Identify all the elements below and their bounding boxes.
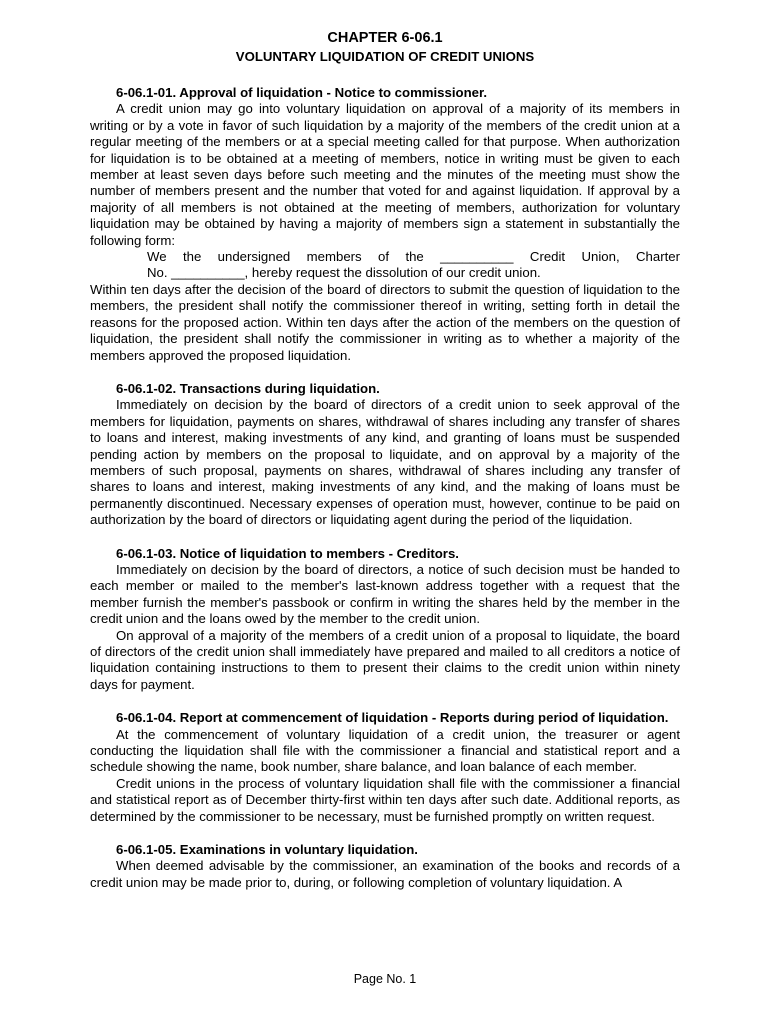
chapter-number: CHAPTER 6-06.1 [327,30,443,46]
section-heading: 6-06.1-05. Examinations in voluntary liquidation. [116,842,418,858]
paragraph: Immediately on decision by the board of directors of a credit union to seek approval of the members for liquidation, payments on shares, withdrawal of shares including any transfer of shares to loans and interest, making investments of any kind, and granting of loans must be suspended pending action by members on the proposal to liquidate, and on approval by a majority of the members of such proposal, payments on shares, withdrawal of shares including any transfer of shares to loans and interest, making investments of any kind, and the making of loans must be permanently discontinued. Necessary expenses of operation must, however, continue to be paid on authorization by the board of directors or liquidating agent during the period of the liquidation. [90,397,680,528]
paragraph: Within ten days after the decision of the board of directors to submit the question of liquidation to the members, the president shall notify the commissioner thereof in writing, setting forth in detail the reasons for the proposed action. Within ten days after the action of the members on the question of liquidation, the president shall notify the commissioner in writing as to whether a majority of the members approved the proposed liquidation. [90,281,680,363]
document-page [90,30,680,891]
section-heading: 6-06.1-01. Approval of liquidation - Notice to commissioner. [116,85,488,100]
section-6-06-1-05 [90,842,680,891]
paragraph: When deemed advisable by the commissioner, an examination of the books and records of a credit union may be made prior to, during, or following completion of voluntary liquidation. A [90,858,680,890]
section-6-06-1-03 [90,546,680,694]
paragraph: Credit unions in the process of voluntary liquidation shall file with the commissioner a financial and statistical report as of December thirty-first within ten days after such date. Additional reports, as determined by the commissioner to be necessary, must be furnished promptly on written request. [90,775,680,824]
chapter-title: VOLUNTARY LIQUIDATION OF CREDIT UNIONS [235,49,535,64]
section-heading: 6-06.1-02. Transactions during liquidation. [116,380,380,396]
paragraph: Immediately on decision by the board of directors, a notice of such decision must be handed to each member or mailed to the member's last-known address together with a request that the member furnish the member's passbook or confirm in writing the shares held by the member in the credit union and the loans owed by the member to the credit union. [90,561,680,627]
paragraph: A credit union may go into voluntary liquidation on approval of a majority of its members in writing or by a vote in favor of such liquidation by a majority of the members of the credit union at a regular meeting of the members or at a special meeting called for that purpose. When authorization for liquidation is to be obtained at a meeting of members, notice in writing must be given to each member at least seven days before such meeting and the minutes of the meeting must show the number of members present and the number that voted for and against liquidation. If approval by a majority of all members is not obtained at the meeting of members, authorization for voluntary liquidation may be obtained by having a majority of members sign a statement in substantially the following form: [90,101,680,248]
section-heading: 6-06.1-04. Report at commencement of liquidation - Reports during period of liquidation. [116,710,669,726]
paragraph: At the commencement of voluntary liquidation of a credit union, the treasurer or agent conducting the liquidation shall file with the commissioner a financial and statistical report and a schedule showing the name, book number, share balance, and loan balance of each member. [90,726,680,775]
page-number: Page No. 1 [353,972,417,986]
form-statement-line-1: We the undersigned members of the __________ Credit Union, Charter [147,249,680,265]
section-6-06-1-04 [90,710,680,825]
form-statement-line-2: No. __________, hereby request the dissolution of our credit union. [147,265,541,281]
section-6-06-1-02 [90,381,680,529]
paragraph: On approval of a majority of the members of a credit union of a proposal to liquidate, the board of directors of the credit union shall immediately have prepared and mailed to all creditors a notice of liquidation containing instructions to them to present their claims to the credit union within ninety days for payment. [90,627,680,692]
section-heading: 6-06.1-03. Notice of liquidation to members - Creditors. [116,545,459,561]
section-6-06-1-01 [90,85,680,364]
